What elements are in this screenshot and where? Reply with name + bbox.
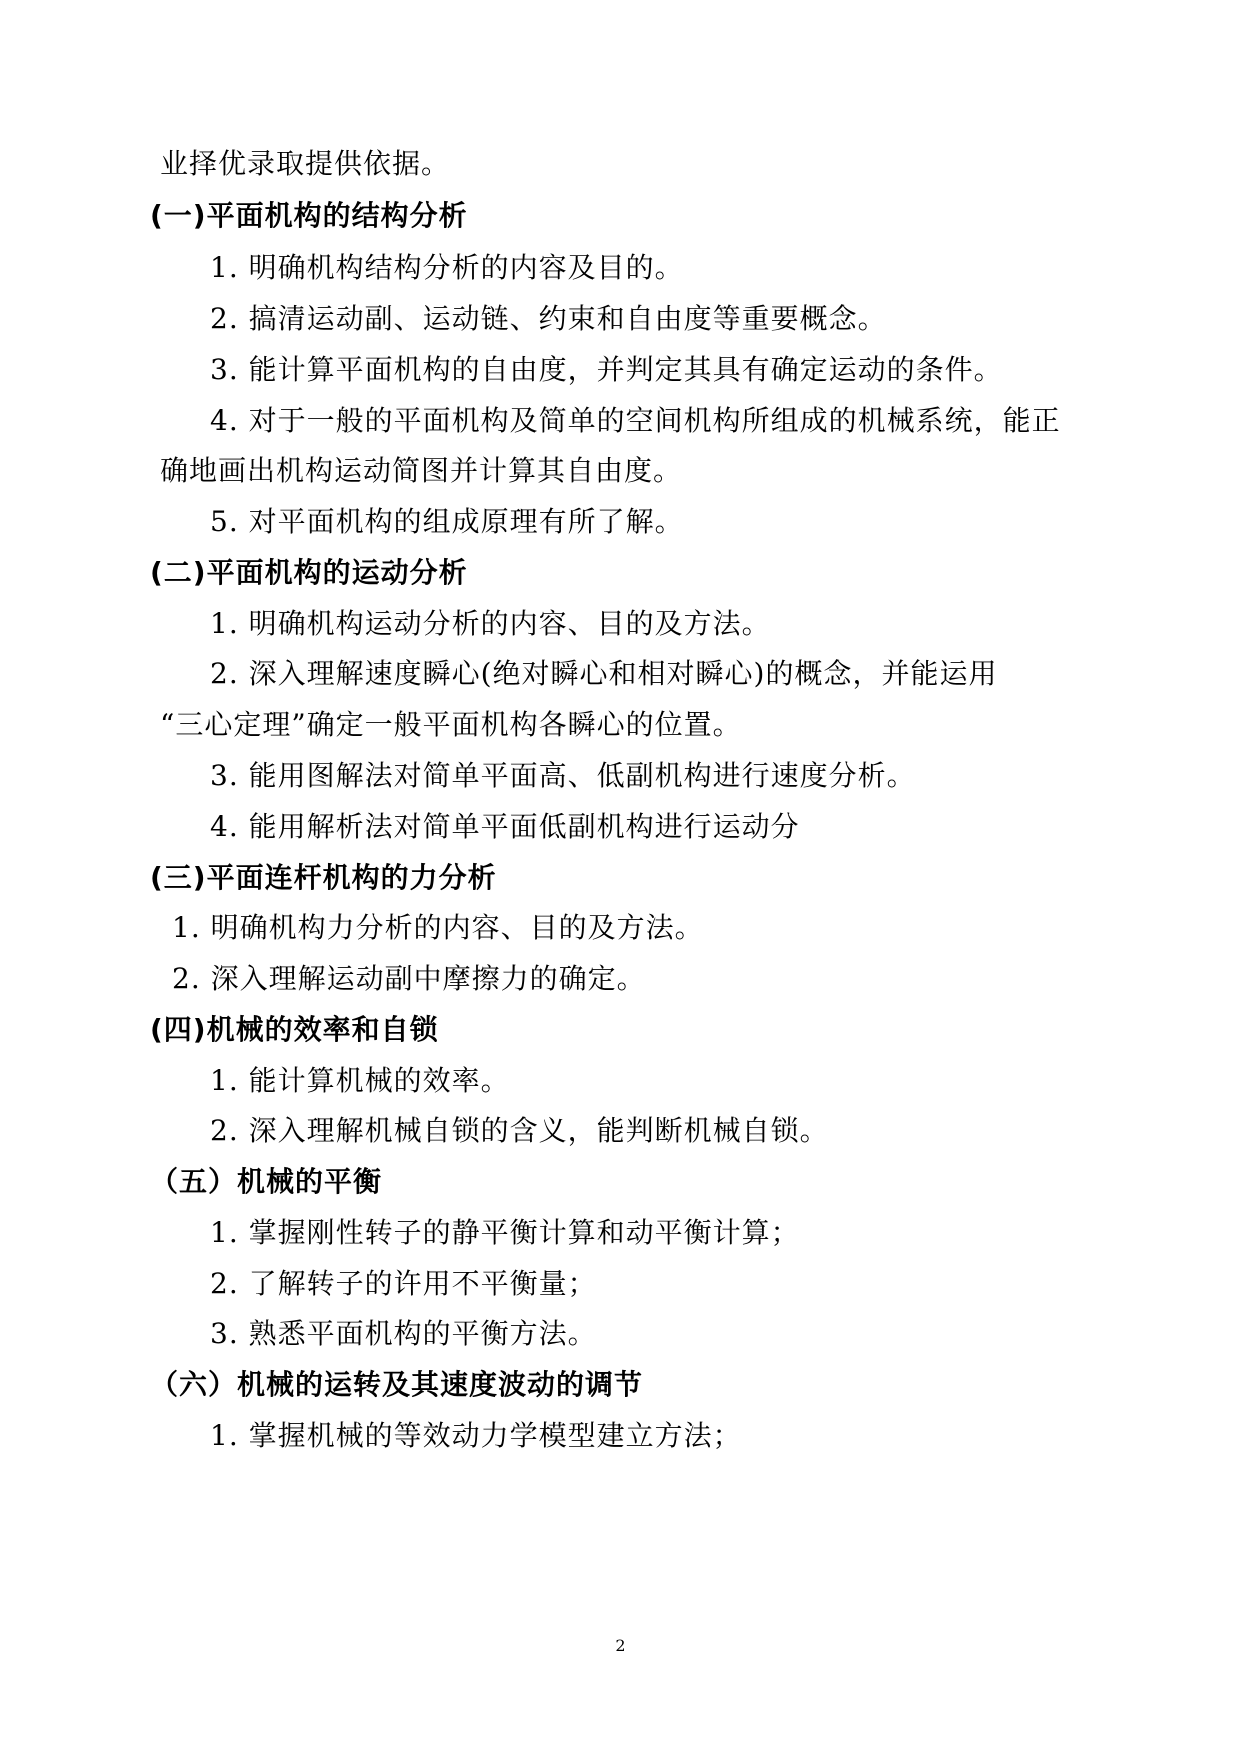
list-item: 4. 能用解析法对简单平面低副机构进行运动分 (210, 810, 800, 843)
list-item: 2. 深入理解速度瞬心(绝对瞬心和相对瞬心)的概念，并能运用 (210, 657, 998, 690)
list-item: 1. 明确机构力分析的内容、目的及方法。 (172, 911, 704, 944)
page-number: 2 (615, 1636, 626, 1655)
section-heading-4: (四)机械的效率和自锁 (150, 1013, 439, 1046)
section-heading-6: （六）机械的运转及其速度波动的调节 (150, 1368, 644, 1401)
list-item: 3. 熟悉平面机构的平衡方法。 (210, 1317, 597, 1350)
list-item: 2. 深入理解机械自锁的含义，能判断机械自锁。 (210, 1114, 829, 1147)
list-item-continuation: 确地画出机构运动简图并计算其自由度。 (160, 454, 683, 487)
list-item: 5. 对平面机构的组成原理有所了解。 (210, 505, 684, 538)
list-item: 2. 了解转子的许用不平衡量； (210, 1267, 597, 1300)
list-item: 2. 搞清运动副、运动链、约束和自由度等重要概念。 (210, 302, 887, 335)
list-item: 4. 对于一般的平面机构及简单的空间机构所组成的机械系统，能正 (210, 404, 1061, 437)
list-item: 2. 深入理解运动副中摩擦力的确定。 (172, 962, 646, 995)
list-item: 1. 明确机构结构分析的内容及目的。 (210, 251, 684, 284)
list-item-continuation: “三心定理”确定一般平面机构各瞬心的位置。 (160, 708, 742, 741)
section-heading-2: (二)平面机构的运动分析 (150, 556, 468, 589)
list-item: 1. 掌握机械的等效动力学模型建立方法； (210, 1419, 742, 1452)
list-item: 1. 掌握刚性转子的静平衡计算和动平衡计算； (210, 1216, 800, 1249)
section-heading-1: (一)平面机构的结构分析 (150, 199, 468, 232)
section-heading-3: (三)平面连杆机构的力分析 (150, 861, 497, 894)
list-item: 1. 能计算机械的效率。 (210, 1064, 510, 1097)
section-heading-5: （五）机械的平衡 (150, 1165, 383, 1198)
intro-tail-paragraph: 业择优录取提供依据。 (160, 147, 451, 180)
list-item: 3. 能计算平面机构的自由度，并判定其具有确定运动的条件。 (210, 353, 1003, 386)
list-item: 1. 明确机构运动分析的内容、目的及方法。 (210, 607, 771, 640)
list-item: 3. 能用图解法对简单平面高、低副机构进行速度分析。 (210, 759, 916, 792)
